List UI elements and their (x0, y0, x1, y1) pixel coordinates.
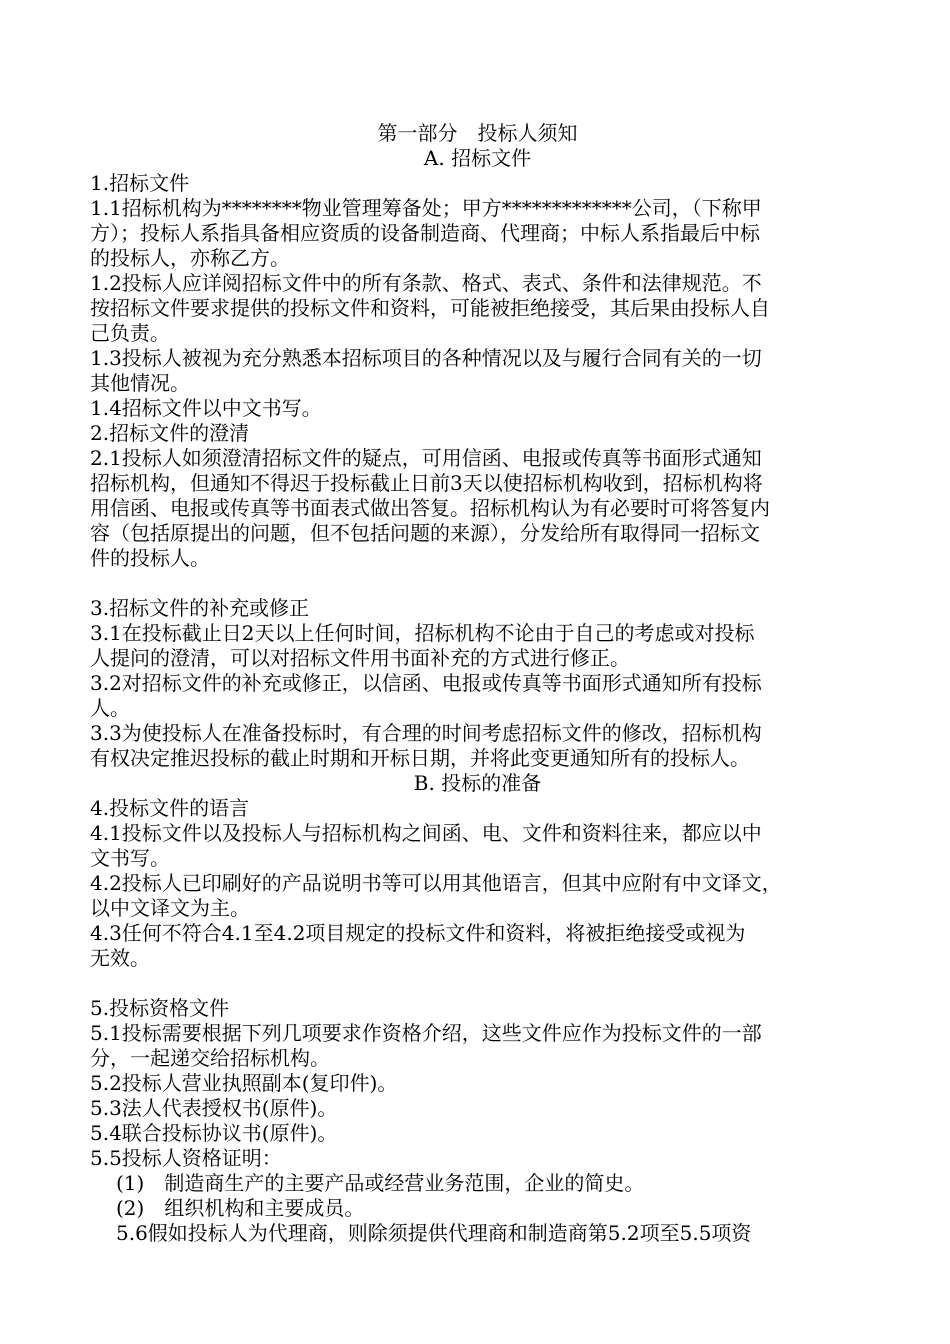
paragraph-line: 4.3任何不符合4.1至4.2项目规定的投标文件和资料，将被拒绝接受或视为 (90, 921, 746, 945)
paragraph-line: 4.投标文件的语言 (90, 796, 250, 820)
paragraph-line: 1.4招标文件以中文书写。 (90, 396, 322, 420)
paragraph-line: 其他情况。 (90, 371, 190, 395)
paragraph-line: 5.投标资格文件 (90, 996, 230, 1020)
paragraph-line: 3.1在投标截止日2天以上任何时间，招标机构不论由于自己的考虑或对投标 (90, 621, 755, 645)
paragraph-line: 5.2投标人营业执照副本(复印件)。 (90, 1071, 398, 1095)
paragraph-line: 5.1投标需要根据下列几项要求作资格介绍，这些文件应作为投标文件的一部 (90, 1021, 762, 1045)
paragraph-line: 招标机构，但通知不得迟于投标截止日前3天以使招标机构收到，招标机构将 (90, 471, 763, 495)
paragraph-line: 有权决定推迟投标的截止时期和开标日期，并将此变更通知所有的投标人。 (90, 746, 750, 770)
paragraph-line: 4.2投标人已印刷好的产品说明书等可以用其他语言，但其中应附有中文译文， (90, 871, 782, 895)
paragraph-line: 2.招标文件的澄清 (90, 421, 250, 445)
paragraph-line: 1.招标文件 (90, 171, 190, 195)
paragraph-line: 5.5投标人资格证明： (90, 1146, 282, 1170)
paragraph-line: 3.3为使投标人在准备投标时，有合理的时间考虑招标文件的修改，招标机构 (90, 721, 762, 745)
paragraph-line: 方）；投标人系指具备相应资质的设备制造商、代理商；中标人系指最后中标 (90, 221, 760, 245)
blank-line (90, 971, 865, 996)
document-page (90, 121, 865, 1246)
paragraph-line: 2.1投标人如须澄清招标文件的疑点，可用信函、电报或传真等书面形式通知 (90, 446, 762, 470)
paragraph-line: 5.4联合投标协议书(原件)。 (90, 1121, 338, 1145)
paragraph-line: 己负责。 (90, 321, 170, 345)
blank-line (90, 571, 865, 596)
paragraph-line: 3.2对招标文件的补充或修正，以信函、电报或传真等书面形式通知所有投标 (90, 671, 762, 695)
document-heading: 第一部分 投标人须知 (377, 121, 578, 145)
paragraph-line: 件的投标人。 (90, 546, 210, 570)
paragraph-line: 1.1招标机构为********物业管理筹备处；甲方*************公司，（下称甲 (90, 196, 762, 220)
sub-item-1: (1) 制造商生产的主要产品或经营业务范围，企业的简史。 (116, 1171, 645, 1195)
paragraph-line: 5.3法人代表授权书(原件)。 (90, 1096, 338, 1120)
paragraph-line: 4.1投标文件以及投标人与招标机构之间函、电、文件和资料往来，都应以中 (90, 821, 762, 845)
paragraph-line: 文书写。 (90, 846, 170, 870)
section-a-title: A. 招标文件 (423, 146, 532, 170)
paragraph-line: 以中文译文为主。 (90, 896, 250, 920)
paragraph-line: 无效。 (90, 946, 150, 970)
paragraph-line: 人。 (90, 696, 130, 720)
paragraph-line: 3.招标文件的补充或修正 (90, 596, 310, 620)
paragraph-line: 的投标人，亦称乙方。 (90, 246, 290, 270)
paragraph-line: 1.3投标人被视为充分熟悉本招标项目的各种情况以及与履行合同有关的一切 (90, 346, 762, 370)
paragraph-line: 人提问的澄清，可以对招标文件用书面补充的方式进行修正。 (90, 646, 630, 670)
paragraph-line: 用信函、电报或传真等书面表式做出答复。招标机构认为有必要时可将答复内 (90, 496, 770, 520)
paragraph-line: 按招标文件要求提供的投标文件和资料，可能被拒绝接受，其后果由投标人自 (90, 296, 770, 320)
paragraph-line: 分，一起递交给招标机构。 (90, 1046, 330, 1070)
section-b-title: B. 投标的准备 (413, 771, 542, 795)
paragraph-line: 容（包括原提出的问题，但不包括问题的来源），分发给所有取得同一招标文 (90, 521, 760, 545)
paragraph-line: 1.2投标人应详阅招标文件中的所有条款、格式、表式、条件和法律规范。不 (90, 271, 762, 295)
paragraph-line-last: 5.6假如投标人为代理商，则除须提供代理商和制造商第5.2项至5.5项资 (116, 1221, 752, 1245)
sub-item-2: (2) 组织机构和主要成员。 (116, 1196, 365, 1220)
